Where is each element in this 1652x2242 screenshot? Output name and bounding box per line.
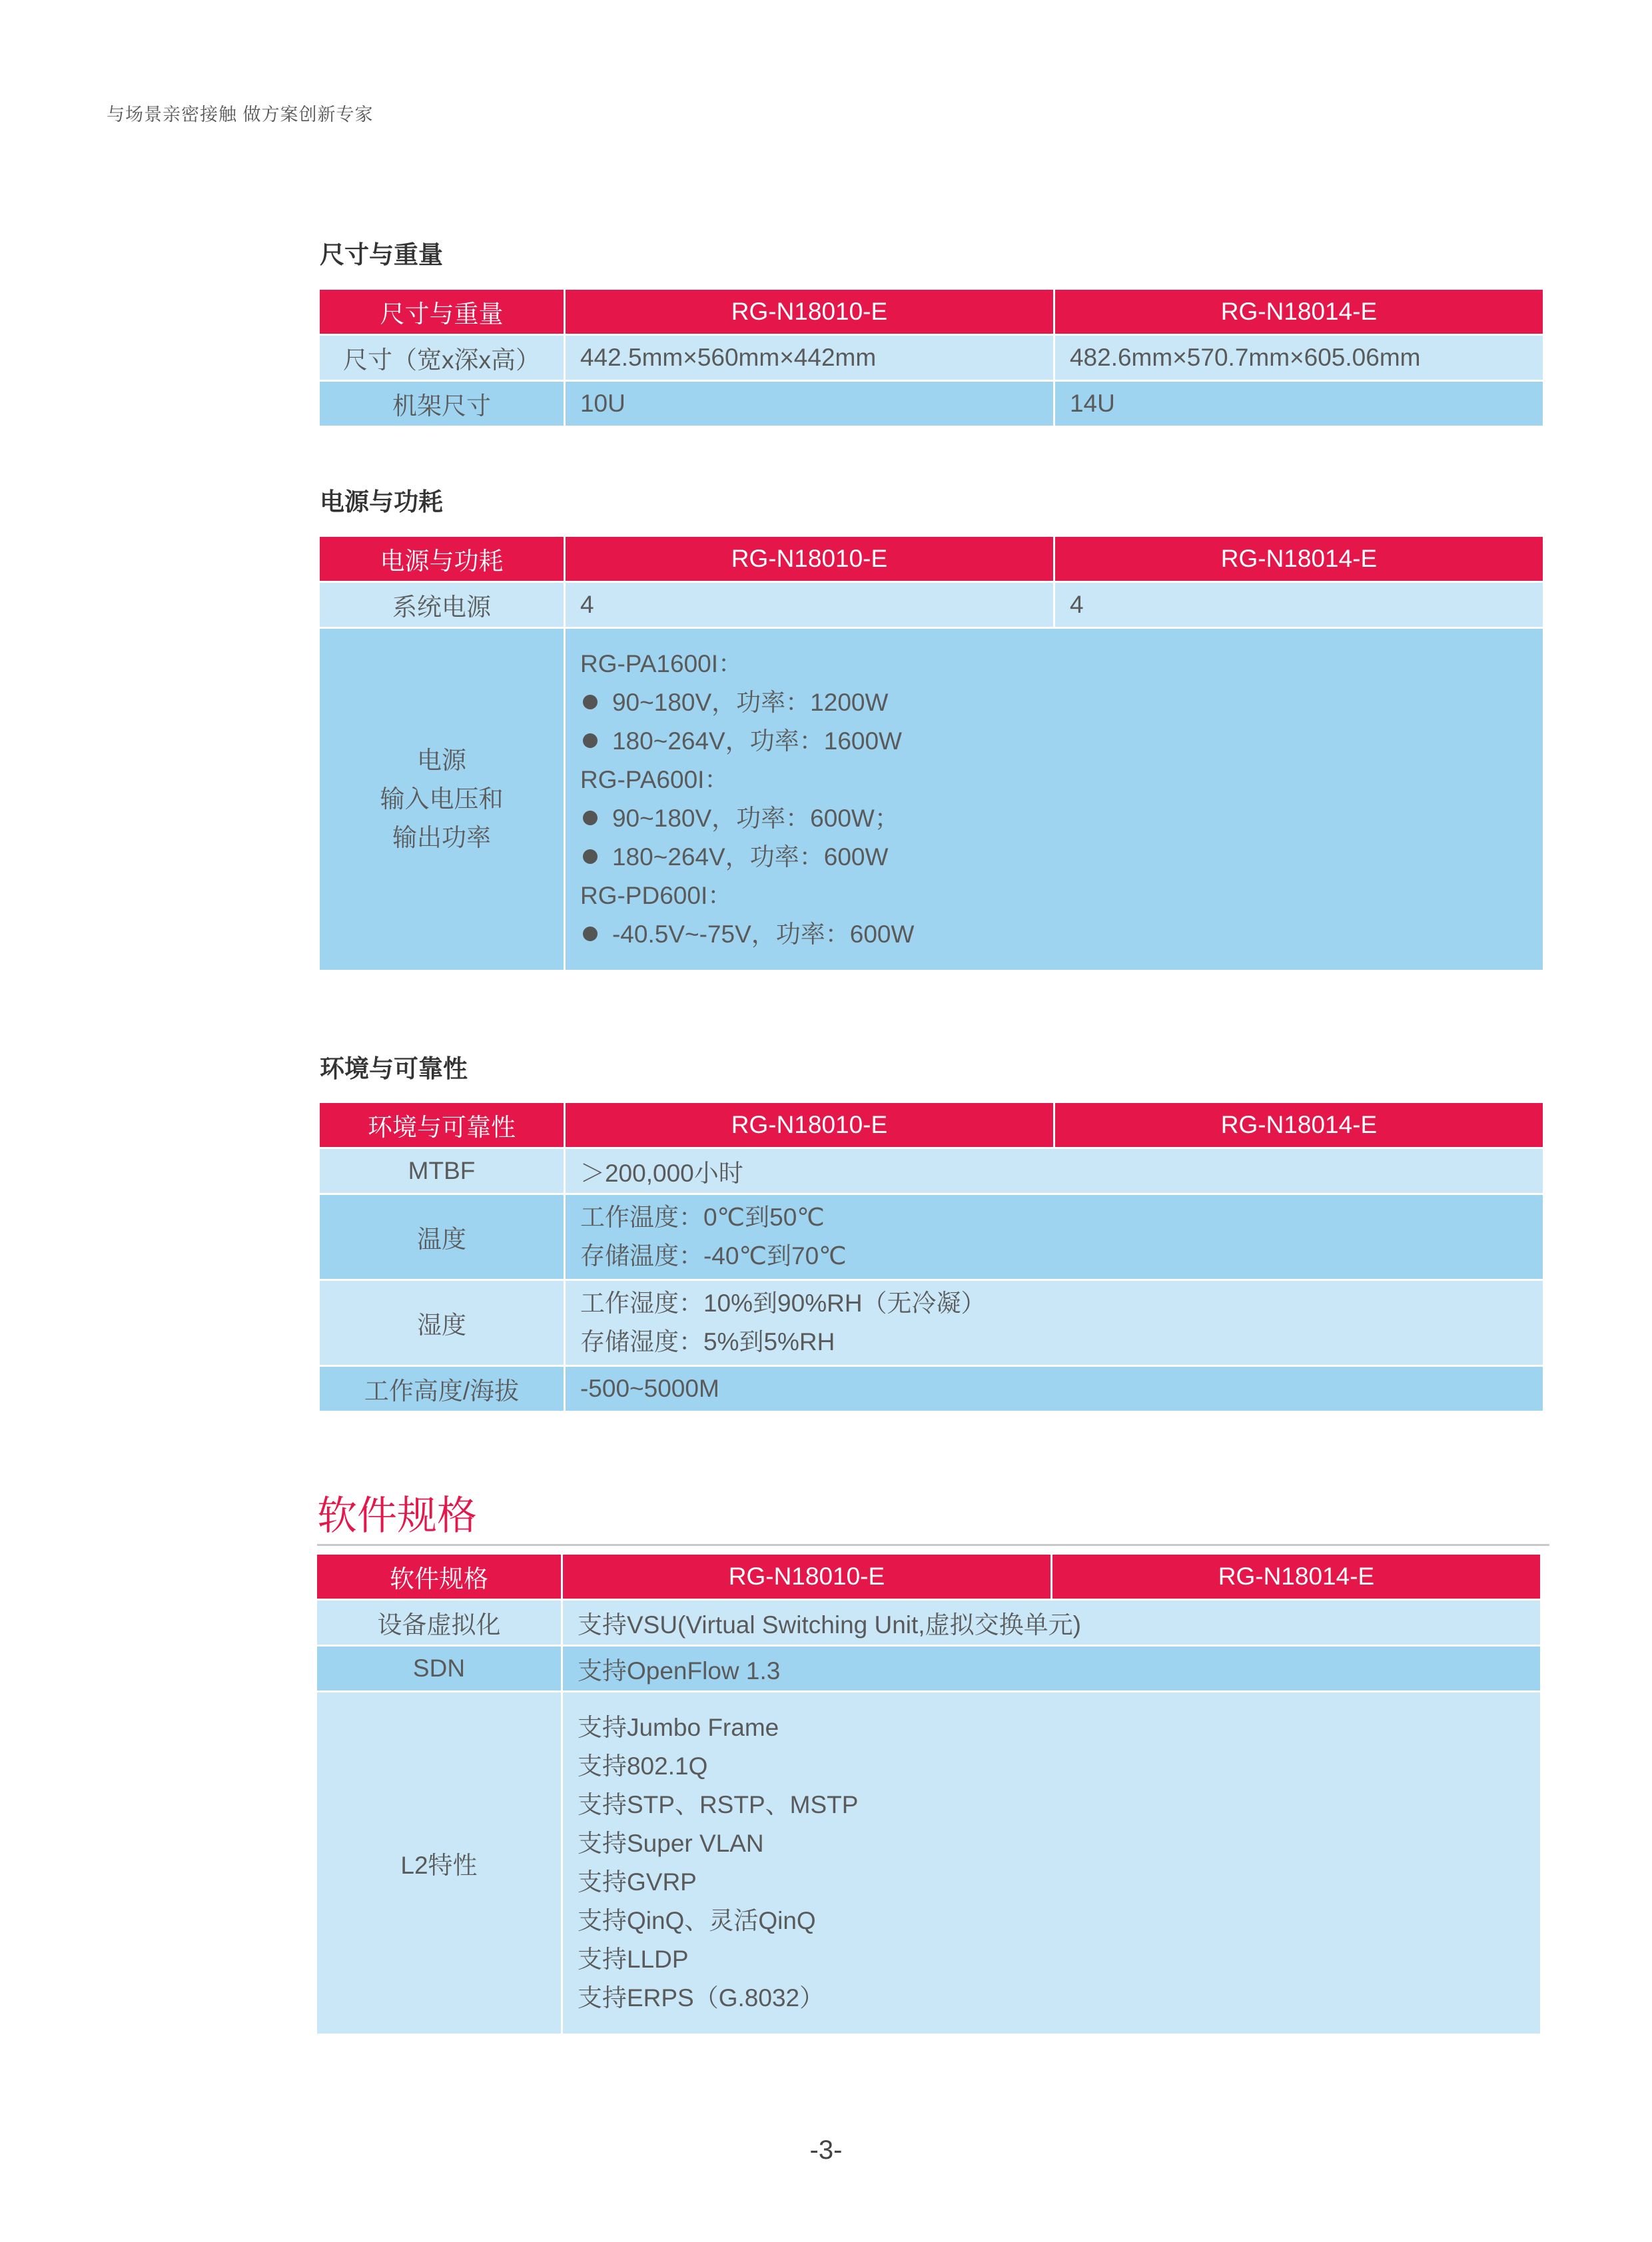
row-label: 设备虚拟化 bbox=[317, 1601, 561, 1645]
column-header: RG-N18014-E bbox=[1052, 1555, 1540, 1599]
row-label: SDN bbox=[317, 1647, 561, 1690]
row-label: 湿度 bbox=[320, 1281, 564, 1365]
software-title: 软件规格 bbox=[317, 1493, 477, 1538]
cell-value: 支持OpenFlow 1.3 bbox=[563, 1647, 1540, 1690]
cell-value bbox=[566, 1195, 1543, 1279]
table-row bbox=[320, 1195, 1543, 1279]
list-item: 支持ERPS（G.8032） bbox=[577, 1984, 825, 2012]
column-header: RG-N18010-E bbox=[566, 1103, 1053, 1147]
list-item: 支持Jumbo Frame bbox=[577, 1714, 779, 1741]
table-row bbox=[317, 1601, 1540, 1645]
cell-line: 工作湿度：10%到90%RH（无冷凝） bbox=[580, 1290, 986, 1317]
power-supply-details bbox=[566, 629, 1543, 970]
bullet-icon bbox=[583, 733, 598, 748]
table-row bbox=[320, 629, 1543, 970]
cell-value: 支持VSU(Virtual Switching Unit,虚拟交换单元) bbox=[563, 1601, 1540, 1645]
cell-line: 存储湿度：5%到5%RH bbox=[580, 1328, 835, 1355]
cell-value bbox=[563, 1692, 1540, 2034]
list-item: 支持Super VLAN bbox=[577, 1830, 764, 1857]
bullet-icon bbox=[583, 849, 598, 864]
column-header: 环境与可靠性 bbox=[320, 1103, 564, 1147]
table-row bbox=[320, 336, 1543, 380]
section-title-environment: 环境与可靠性 bbox=[320, 1055, 468, 1082]
column-header: RG-N18010-E bbox=[566, 290, 1053, 334]
table-row bbox=[320, 1149, 1543, 1193]
cell-value: 482.6mm×570.7mm×605.06mm bbox=[1055, 336, 1543, 380]
row-label: 工作高度/海拔 bbox=[320, 1367, 564, 1411]
column-header: RG-N18010-E bbox=[566, 537, 1053, 581]
list-item: RG-PD600I： bbox=[580, 882, 733, 909]
section-title-power: 电源与功耗 bbox=[320, 488, 443, 516]
label-line: 输入电压和 bbox=[380, 785, 504, 813]
list-item: -40.5V~-75V，功率：600W bbox=[580, 915, 1528, 954]
list-item: 支持STP、RSTP、MSTP bbox=[577, 1791, 859, 1818]
table-row bbox=[317, 1692, 1540, 2034]
label-line: 输出功率 bbox=[392, 824, 491, 851]
row-label: 尺寸（宽x深x高） bbox=[320, 336, 564, 380]
list-item: 支持802.1Q bbox=[577, 1752, 708, 1780]
row-label: MTBF bbox=[320, 1149, 564, 1193]
bullet-icon bbox=[583, 695, 598, 709]
table-row bbox=[317, 1647, 1540, 1690]
software-table bbox=[315, 1553, 1542, 2036]
cell-value: 4 bbox=[566, 583, 1053, 627]
list-item: 180~264V，功率：600W bbox=[580, 838, 1528, 877]
table-row bbox=[320, 583, 1543, 627]
section-title-size-weight: 尺寸与重量 bbox=[320, 241, 443, 268]
list-item: 支持GVRP bbox=[577, 1868, 697, 1896]
column-header: RG-N18010-E bbox=[563, 1555, 1050, 1599]
environment-table bbox=[318, 1101, 1545, 1413]
power-table bbox=[318, 535, 1545, 972]
list-item: 支持QinQ、灵活QinQ bbox=[577, 1907, 816, 1934]
column-header: RG-N18014-E bbox=[1055, 537, 1543, 581]
cell-value bbox=[566, 1281, 1543, 1365]
cell-value: 14U bbox=[1055, 382, 1543, 426]
list-item: 90~180V，功率：600W； bbox=[580, 799, 1528, 838]
bullet-icon bbox=[583, 927, 598, 941]
size-weight-table bbox=[318, 288, 1545, 428]
column-header: 软件规格 bbox=[317, 1555, 561, 1599]
row-label: 机架尺寸 bbox=[320, 382, 564, 426]
cell-value: 4 bbox=[1055, 583, 1543, 627]
column-header: RG-N18014-E bbox=[1055, 290, 1543, 334]
cell-line: 工作温度：0℃到50℃ bbox=[580, 1204, 825, 1231]
list-item: 90~180V，功率：1200W bbox=[580, 683, 1528, 722]
list-item: RG-PA1600I： bbox=[580, 650, 743, 677]
table-row bbox=[320, 1281, 1543, 1365]
row-label bbox=[320, 629, 564, 970]
list-item: RG-PA600I： bbox=[580, 766, 729, 793]
row-label: 系统电源 bbox=[320, 583, 564, 627]
table-row bbox=[320, 1367, 1543, 1411]
column-header: RG-N18014-E bbox=[1055, 1103, 1543, 1147]
list-item: 180~264V，功率：1600W bbox=[580, 722, 1528, 761]
page-number: -3- bbox=[809, 2135, 843, 2165]
cell-line: 存储温度：-40℃到70℃ bbox=[580, 1242, 847, 1270]
table-row bbox=[320, 382, 1543, 426]
cell-value: 10U bbox=[566, 382, 1053, 426]
column-header: 尺寸与重量 bbox=[320, 290, 564, 334]
list-item: 支持LLDP bbox=[577, 1946, 689, 1973]
bullet-icon bbox=[583, 811, 598, 825]
label-line: 电源 bbox=[416, 747, 466, 774]
header-tagline: 与场景亲密接触 做方案创新专家 bbox=[107, 105, 374, 125]
title-divider bbox=[317, 1544, 1549, 1546]
cell-value: ＞200,000小时 bbox=[566, 1149, 1543, 1193]
cell-value: -500~5000M bbox=[566, 1367, 1543, 1411]
row-label: 温度 bbox=[320, 1195, 564, 1279]
row-label: L2特性 bbox=[317, 1692, 561, 2034]
column-header: 电源与功耗 bbox=[320, 537, 564, 581]
cell-value: 442.5mm×560mm×442mm bbox=[566, 336, 1053, 380]
